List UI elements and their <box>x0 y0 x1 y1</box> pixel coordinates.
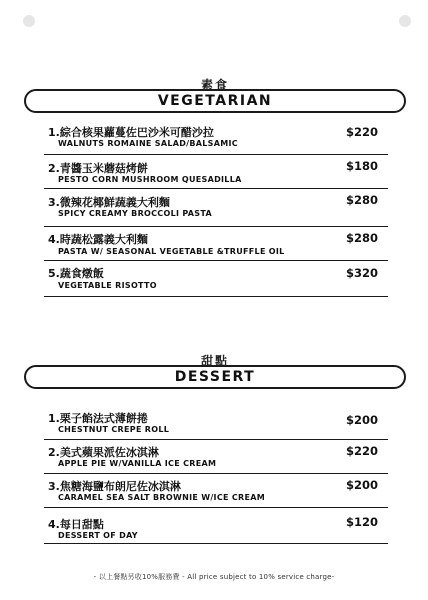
menu-item <box>44 261 388 297</box>
menu-item <box>44 440 388 474</box>
item-english-name: CHESTNUT CREPE ROLL <box>58 425 170 434</box>
menu-item <box>44 227 388 261</box>
item-english-name: VEGETABLE RISOTTO <box>58 281 157 290</box>
item-price: $120 <box>345 515 378 529</box>
item-english-name: PASTA W/ SEASONAL VEGETABLE &TRUFFLE OIL <box>58 247 285 256</box>
item-price: $220 <box>345 444 378 458</box>
item-english-name: WALNUTS ROMAINE SALAD/BALSAMIC <box>58 139 238 148</box>
menu-item <box>44 474 388 508</box>
item-price: $200 <box>345 478 378 492</box>
item-name: 3.焦糖海鹽布朗尼佐冰淇淋 <box>48 480 181 493</box>
item-name: 3.微辣花椰鮮蔬義大利麵 <box>48 196 170 209</box>
item-price: $180 <box>345 159 378 173</box>
item-english-name: DESSERT OF DAY <box>58 531 138 540</box>
menu-item <box>44 406 388 440</box>
menu-item <box>44 155 388 189</box>
dessert-cn-title: 甜點 <box>200 354 229 368</box>
item-name: 1.栗子餡法式薄餅捲 <box>48 412 148 425</box>
service-charge-note: - 以上餐點另收10%服務費 - All price subject to 10% service charge- <box>93 573 335 581</box>
vegetarian-en-title <box>24 93 406 109</box>
item-english-name: CARAMEL SEA SALT BROWNIE W/ICE CREAM <box>58 493 265 502</box>
item-name: 4.每日甜點 <box>48 518 104 531</box>
item-price: $280 <box>345 193 378 207</box>
dessert-list <box>44 406 388 544</box>
vegetarian-en-title-text: VEGETARIAN <box>150 93 280 109</box>
item-english-name: PESTO CORN MUSHROOM QUESADILLA <box>58 175 242 184</box>
dessert-en-title-text: DESSERT <box>167 369 264 385</box>
item-price: $220 <box>345 125 378 139</box>
dessert-en-title <box>24 369 406 385</box>
item-name: 5.蔬食燉飯 <box>48 267 104 280</box>
menu-item <box>44 120 388 155</box>
vegetarian-list <box>44 120 388 297</box>
menu-item <box>44 508 388 544</box>
item-name: 2.青醬玉米蘑菇烤餅 <box>48 162 148 175</box>
item-english-name: APPLE PIE W/VANILLA ICE CREAM <box>58 459 217 468</box>
item-name: 1.綜合核果蘿蔓佐巴沙米可醋沙拉 <box>48 126 214 139</box>
item-name: 4.時蔬松露義大利麵 <box>48 233 148 246</box>
item-price: $320 <box>345 266 378 280</box>
menu-item <box>44 189 388 227</box>
punch-hole-left <box>23 15 35 27</box>
item-name: 2.美式蘋果派佐冰淇淋 <box>48 446 159 459</box>
item-price: $200 <box>345 413 378 427</box>
item-english-name: SPICY CREAMY BROCCOLI PASTA <box>58 209 212 218</box>
vegetarian-cn-title: 素食 <box>200 78 229 92</box>
punch-hole-right <box>399 15 411 27</box>
item-price: $280 <box>345 231 378 245</box>
